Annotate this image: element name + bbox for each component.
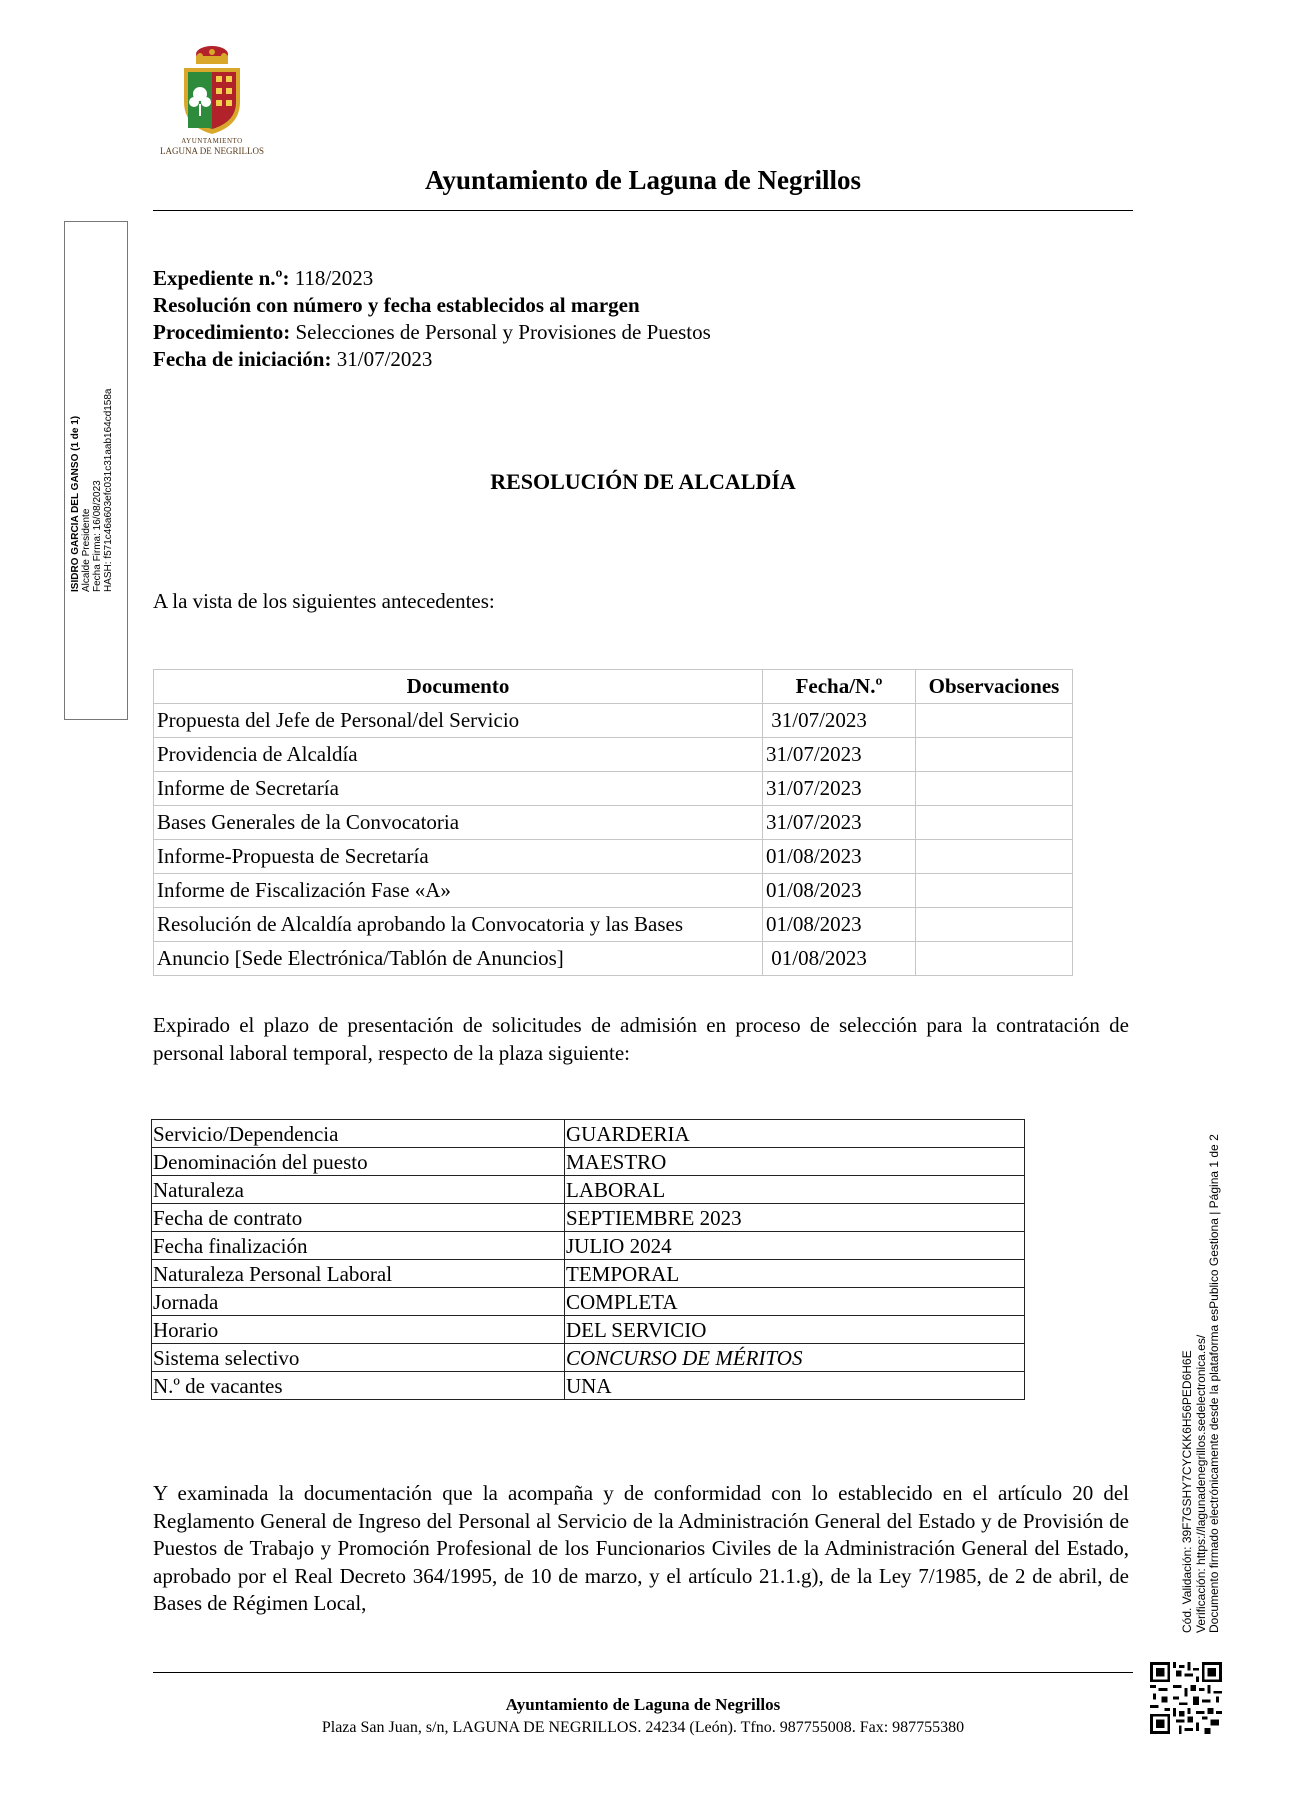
logo-caption-line2: LAGUNA DE NEGRILLOS — [160, 146, 264, 156]
table-row — [152, 1120, 1025, 1148]
table-row — [152, 1372, 1025, 1400]
field-value: SEPTIEMBRE 2023 — [565, 1204, 1025, 1232]
table-row — [154, 806, 1073, 840]
date-cell: 31/07/2023 — [763, 738, 916, 772]
document-cell: Propuesta del Jefe de Personal/del Servicio — [154, 704, 763, 738]
signature-hash: HASH: f571c46a603efc031c31aab164cd158a — [103, 388, 114, 592]
date-cell: 31/07/2023 — [763, 704, 916, 738]
coat-of-arms-icon — [174, 44, 250, 136]
document-cell: Informe de Secretaría — [154, 772, 763, 806]
documents-table — [153, 669, 1073, 976]
date-cell: 01/08/2023 — [763, 840, 916, 874]
paragraph-legal-basis: Y examinada la documentación que la acompaña y de conformidad con lo establecido en el artículo 20 del Reglamento General de Ingreso del Personal al Servicio de la Administración General del Estado y de Provisión de Puestos de Trabajo y Promoción Profesional de los Funcionarios Civiles de la Administración General del Estado, aprobado por el Real Decreto 364/1995, de 10 de marzo, y el artículo 21.1.g), de la Ley 7/1985, de 2 de abril, de Bases de Régimen Local, — [153, 1481, 1129, 1615]
field-label: Denominación del puesto — [152, 1148, 565, 1176]
table-row — [152, 1176, 1025, 1204]
header-divider — [153, 210, 1133, 211]
document-cell: Resolución de Alcaldía aprobando la Convocatoria y las Bases — [154, 908, 763, 942]
observations-cell — [916, 738, 1073, 772]
document-cell: Bases Generales de la Convocatoria — [154, 806, 763, 840]
field-label: Naturaleza Personal Laboral — [152, 1260, 565, 1288]
field-label: Servicio/Dependencia — [152, 1120, 565, 1148]
expediente-label: Expediente n.º: — [153, 266, 290, 290]
table-row — [152, 1260, 1025, 1288]
date-cell: 01/08/2023 — [763, 874, 916, 908]
field-value: GUARDERIA — [565, 1120, 1025, 1148]
verification-block — [1181, 1134, 1222, 1633]
document-cell: Providencia de Alcaldía — [154, 738, 763, 772]
field-label: N.º de vacantes — [152, 1372, 565, 1400]
field-value: LABORAL — [565, 1176, 1025, 1204]
document-cell: Anuncio [Sede Electrónica/Tablón de Anuncios] — [154, 942, 763, 976]
footer-organization: Ayuntamiento de Laguna de Negrillos — [505, 1695, 781, 1714]
field-value: UNA — [565, 1372, 1025, 1400]
position-details-table — [151, 1119, 1025, 1400]
document-cell: Informe-Propuesta de Secretaría — [154, 840, 763, 874]
table-row — [154, 908, 1073, 942]
observations-cell — [916, 840, 1073, 874]
municipal-coat-of-arms — [148, 44, 276, 162]
file-metadata — [153, 265, 711, 373]
field-value: CONCURSO DE MÉRITOS — [565, 1344, 1025, 1372]
table-row — [152, 1232, 1025, 1260]
signature-date: Fecha Firma: 16/08/2023 — [92, 480, 103, 592]
observations-cell — [916, 942, 1073, 976]
validation-code: Cód. Validación: 39F7GSHY7CYCKK6H56PED6H6E — [1180, 1350, 1194, 1633]
date-cell: 31/07/2023 — [763, 772, 916, 806]
signature-stamp-text — [70, 389, 114, 593]
resolution-note: Resolución con número y fecha establecidos al margen — [153, 293, 640, 317]
column-header-document: Documento — [154, 670, 763, 704]
start-date-label: Fecha de iniciación: — [153, 347, 332, 371]
procedure-label: Procedimiento: — [153, 320, 291, 344]
field-value: MAESTRO — [565, 1148, 1025, 1176]
table-row — [152, 1148, 1025, 1176]
table-row — [152, 1316, 1025, 1344]
verification-url: Verificación: https://lagunadenegrillos.sedelectronica.es/ — [1193, 1334, 1208, 1633]
field-value: TEMPORAL — [565, 1260, 1025, 1288]
column-header-observations: Observaciones — [916, 670, 1073, 704]
procedure-value: Selecciones de Personal y Provisiones de Puestos — [295, 320, 711, 344]
table-row — [154, 738, 1073, 772]
field-label: Fecha finalización — [152, 1232, 565, 1260]
resolution-title: RESOLUCIÓN DE ALCALDÍA — [490, 469, 796, 494]
field-label: Fecha de contrato — [152, 1204, 565, 1232]
field-label: Naturaleza — [152, 1176, 565, 1204]
date-cell: 01/08/2023 — [763, 908, 916, 942]
field-label: Horario — [152, 1316, 565, 1344]
observations-cell — [916, 874, 1073, 908]
document-cell: Informe de Fiscalización Fase «A» — [154, 874, 763, 908]
signer-role: Alcalde Presidente — [81, 508, 92, 592]
table-row — [154, 874, 1073, 908]
table-row — [154, 772, 1073, 806]
logo-caption-line1: AYUNTAMIENTO — [181, 137, 243, 145]
signer-name: ISIDRO GARCIA DEL GANSO (1 de 1) — [70, 415, 81, 592]
footer-divider — [153, 1672, 1133, 1673]
table-row — [154, 942, 1073, 976]
field-value: COMPLETA — [565, 1288, 1025, 1316]
column-header-date: Fecha/N.º — [763, 670, 916, 704]
field-value: DEL SERVICIO — [565, 1316, 1025, 1344]
signature-platform-note: Documento firmado electrónicamente desde la plataforma esPublico Gestiona | Página 1 de 2 — [1207, 1134, 1221, 1633]
date-cell: 01/08/2023 — [763, 942, 916, 976]
qr-code-icon — [1150, 1662, 1222, 1734]
observations-cell — [916, 772, 1073, 806]
page-header-title: Ayuntamiento de Laguna de Negrillos — [424, 165, 862, 195]
field-label: Sistema selectivo — [152, 1344, 565, 1372]
table-row — [152, 1344, 1025, 1372]
field-label: Jornada — [152, 1288, 565, 1316]
observations-cell — [916, 704, 1073, 738]
intro-text: A la vista de los siguientes antecedentes: — [153, 589, 495, 613]
date-cell: 31/07/2023 — [763, 806, 916, 840]
paragraph-expiry: Expirado el plazo de presentación de solicitudes de admisión en proceso de selección para la contratación de personal laboral temporal, respecto de la plaza siguiente: — [153, 1013, 1129, 1065]
expediente-value: 118/2023 — [294, 266, 374, 290]
table-row — [152, 1288, 1025, 1316]
table-row — [152, 1204, 1025, 1232]
documents-table-header — [154, 670, 1073, 704]
field-value: JULIO 2024 — [565, 1232, 1025, 1260]
observations-cell — [916, 908, 1073, 942]
table-row — [154, 840, 1073, 874]
table-row — [154, 704, 1073, 738]
observations-cell — [916, 806, 1073, 840]
footer-address: Plaza San Juan, s/n, LAGUNA DE NEGRILLOS. 24234 (León). Tfno. 987755008. Fax: 987755380 — [321, 1719, 965, 1736]
start-date-value: 31/07/2023 — [336, 347, 433, 371]
